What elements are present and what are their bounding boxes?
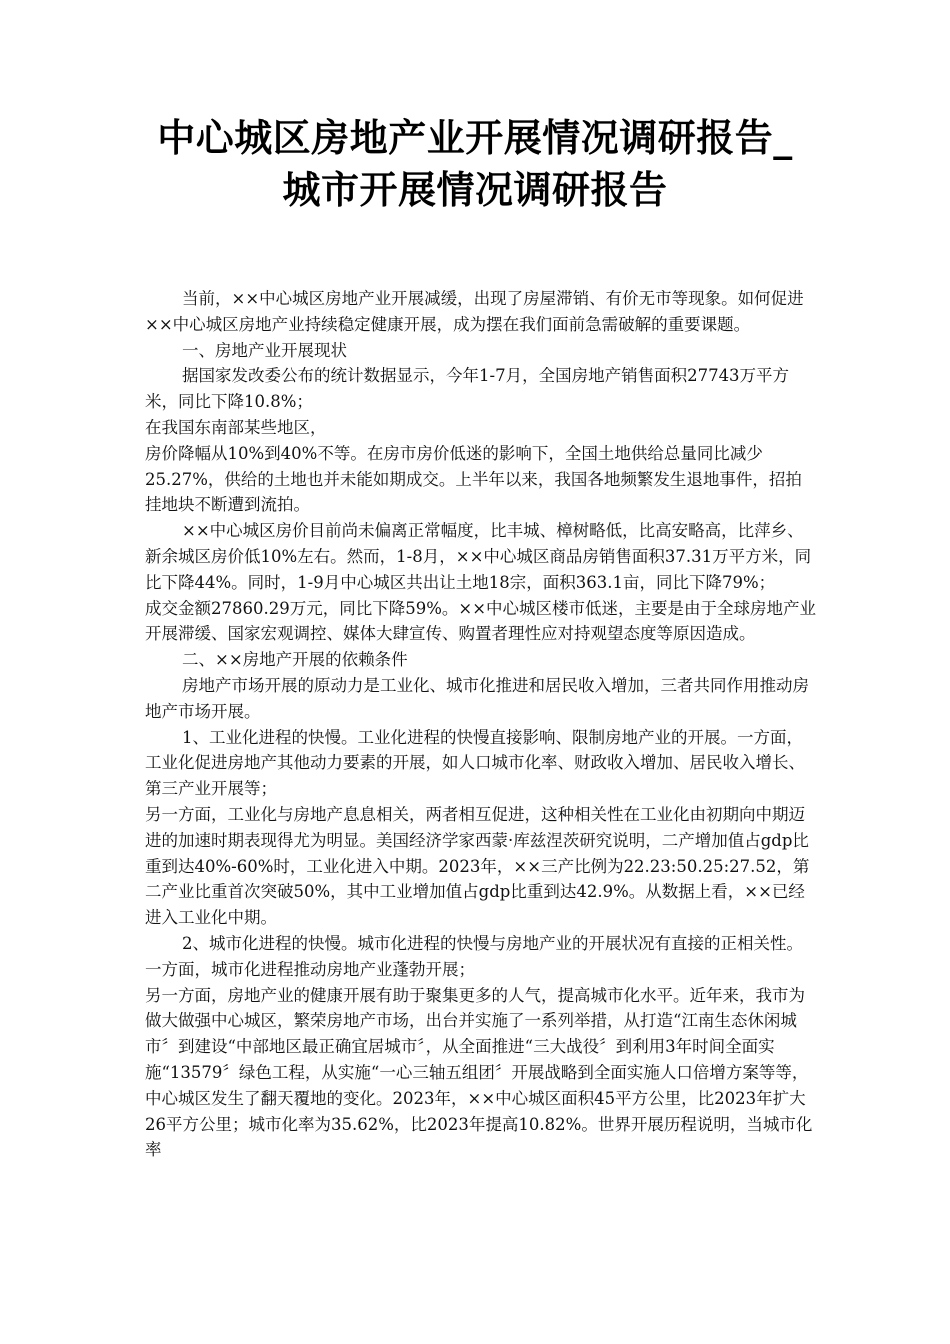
- title-line-1: 中心城区房地产业开展情况调研报告_: [157, 115, 793, 160]
- document-body: [145, 286, 817, 1163]
- paragraph: 房价降幅从10%到40%不等。在房市房价低迷的影响下，全国土地供给总量同比减少25.27%，供给的土地也并未能如期成交。上半年以来，我国各地频繁发生退地事件，招拍挂地块不断遭到流拍。: [145, 443, 802, 515]
- paragraph: 当前，××中心城区房地产业开展减缓，出现了房屋滞销、有价无市等现象。如何促进××中心城区房地产业持续稳定健康开展，成为摆在我们面前急需破解的重要课题。: [145, 289, 804, 334]
- paragraph: ××中心城区房价目前尚未偏离正常幅度，比丰城、樟树略低，比高安略高，比萍乡、新余城区房价低10%左右。然而，1-8月，××中心城区商品房销售面积37.31万平方米，同比下降44%。同时，1-9月中心城区共出让土地18宗，面积363.1亩，同比下降79%；: [145, 521, 812, 592]
- section-heading: 二、××房地产开展的依赖条件: [182, 650, 408, 670]
- paragraph: 在我国东南部某些地区，: [145, 417, 327, 437]
- section-heading: 一、房地产业开展现状: [182, 340, 347, 360]
- paragraph: 据国家发改委公布的统计数据显示，今年1-7月，全国房地产销售面积27743万平方米，同比下降10.8%；: [145, 366, 790, 412]
- title-line-2: 城市开展情况调研报告: [282, 167, 668, 212]
- paragraph: 2、城市化进程的快慢。城市化进程的快慢与房地产业的开展状况有直接的正相关性。一方面，城市化进程推动房地产业蓬勃开展；: [145, 933, 803, 979]
- paragraph: 另一方面，工业化与房地产息息相关，两者相互促进，这种相关性在工业化由初期向中期迈进的加速时期表现得尤为明显。美国经济学家西蒙·库兹涅茨研究说明，二产增加值占gdp比重到达40%-60%时，工业化进入中期。2023年，××三产比例为22.23:50.25:27.52，第二产业比重首次突破50%，其中工业增加值占gdp比重到达42.9%。从数据上看，××已经进入工业化中期。: [145, 804, 810, 928]
- document-title: [90, 112, 860, 216]
- paragraph: 另一方面，房地产业的健康开展有助于聚集更多的人气，提高城市化水平。近年来，我市为做大做强中心城区，繁荣房地产市场，出台并实施了一系列举措，从打造“江南生态休闲城市〞到建设“中部地区最正确宜居城市〞，从全面推进“三大战役〞到利用3年时间全面实施“13579〞绿色工程，从实施“一心三轴五组团〞开展战略到全面实施人口倍增方案等等，中心城区发生了翻天覆地的变化。2023年，××中心城区面积45平方公里，比2023年扩大26平方公里；城市化率为35.62%，比2023年提高10.82%。世界开展历程说明，当城市化率: [145, 985, 813, 1160]
- paragraph: 房地产市场开展的原动力是工业化、城市化推进和居民收入增加，三者共同作用推动房地产市场开展。: [145, 675, 809, 721]
- paragraph: 成交金额27860.29万元，同比下降59%。××中心城区楼市低迷，主要是由于全球房地产业开展滞缓、国家宏观调控、媒体大肆宣传、购置者理性应对持观望态度等原因造成。: [145, 598, 817, 644]
- paragraph: 1、工业化进程的快慢。工业化进程的快慢直接影响、限制房地产业的开展。一方面，工业化促进房地产其他动力要素的开展，如人口城市化率、财政收入增加、居民收入增长、第三产业开展等；: [145, 727, 805, 799]
